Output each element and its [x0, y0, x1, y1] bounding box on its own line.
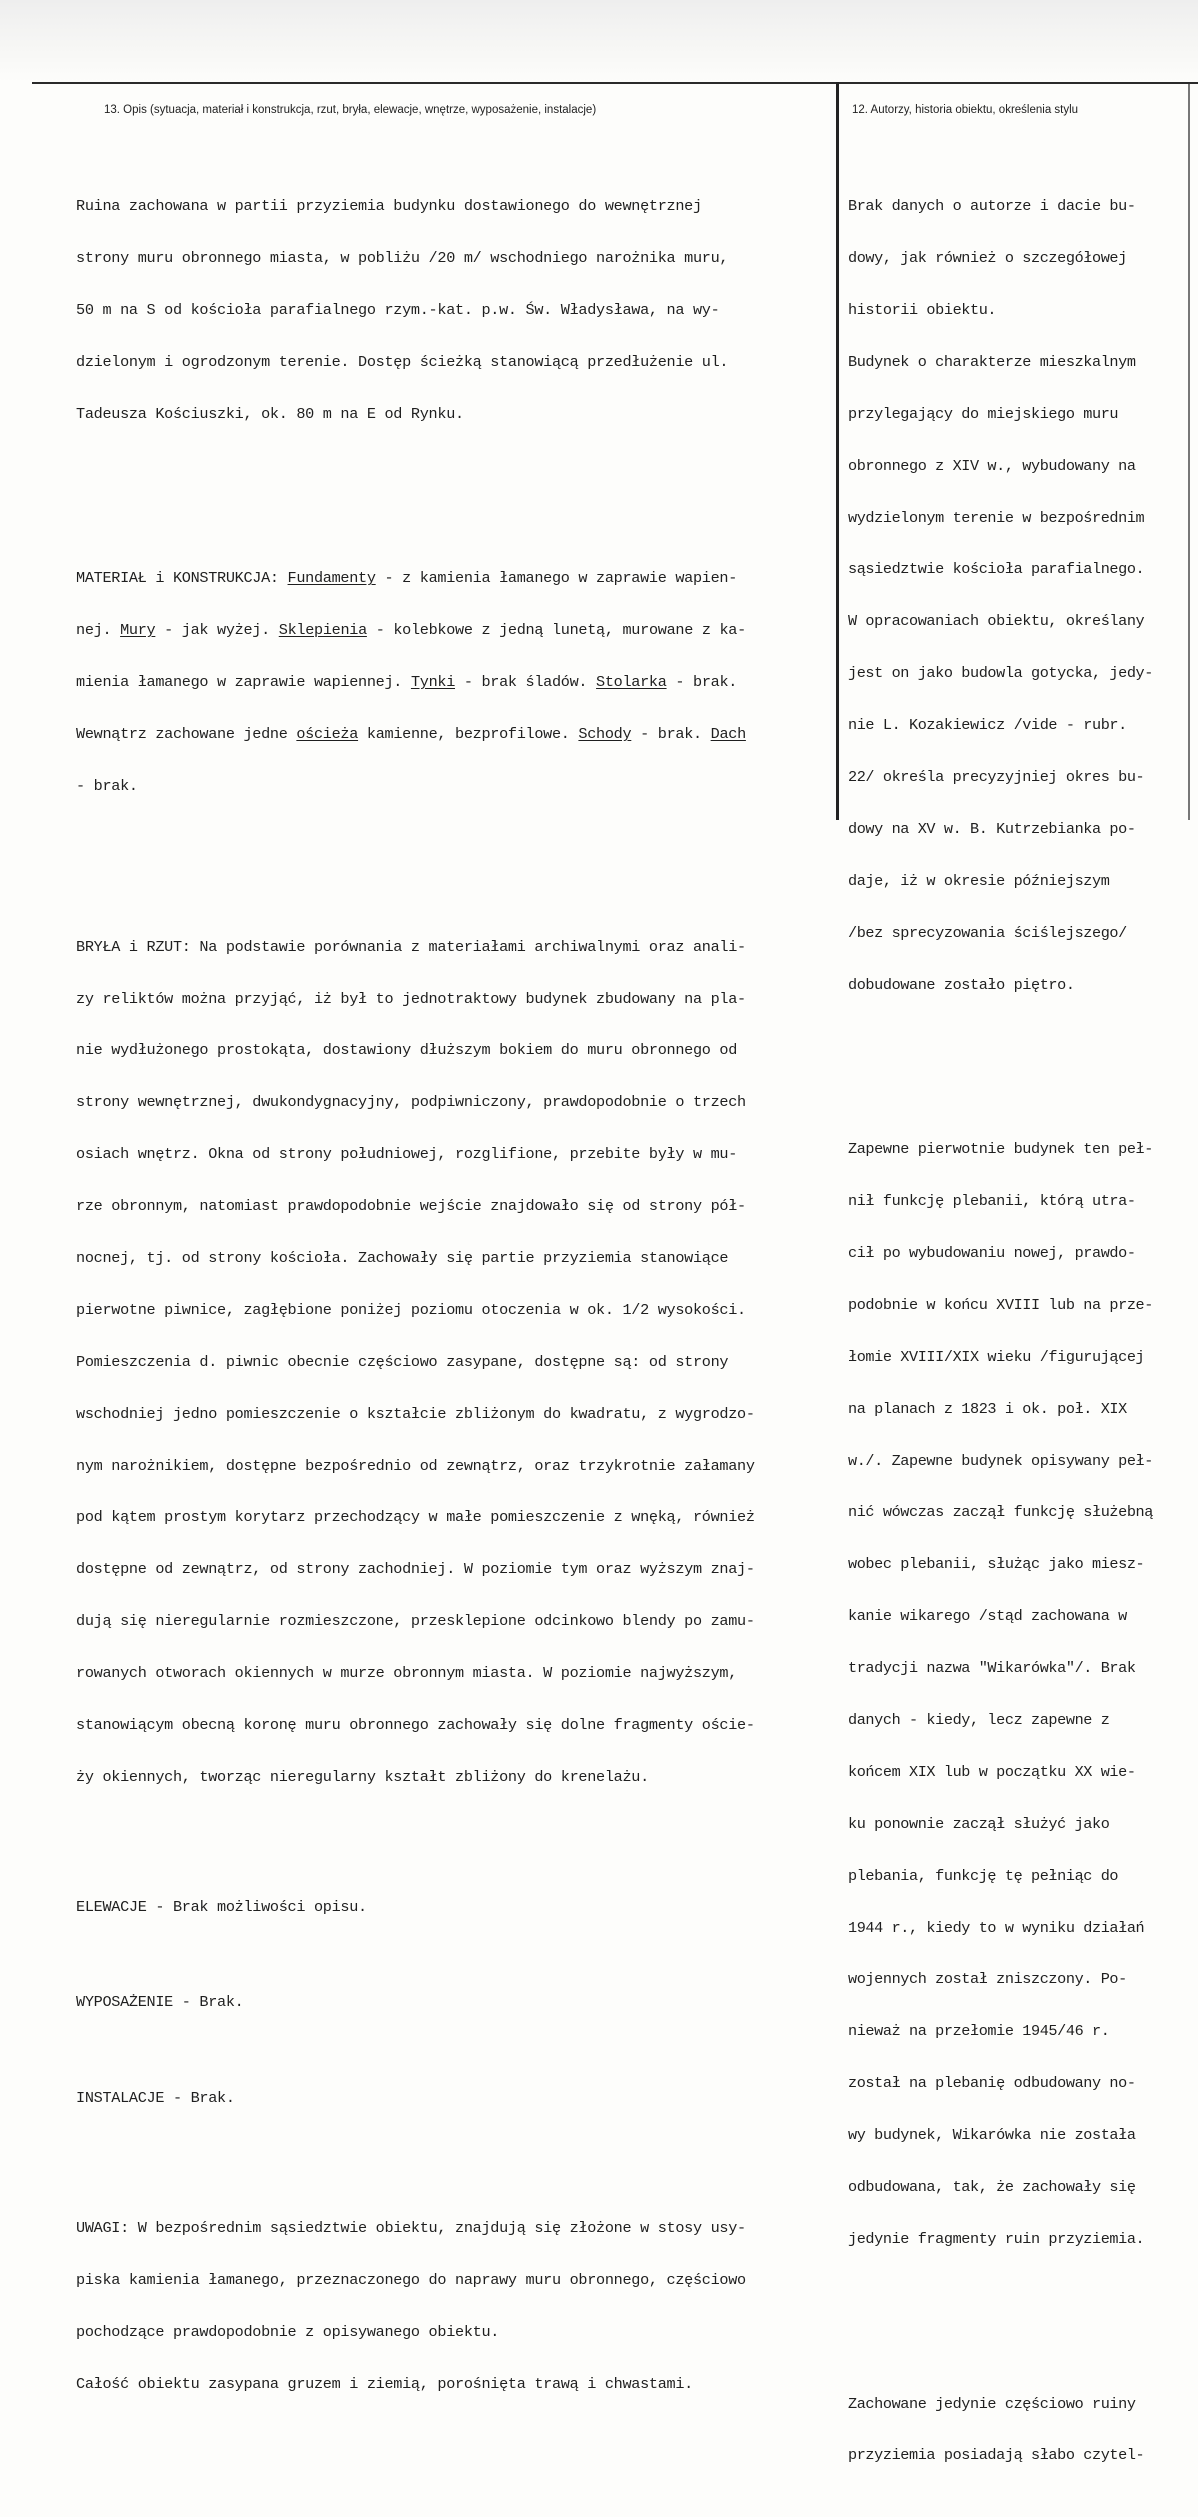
uwagi-paragraph: [76, 2185, 755, 2427]
term-ościeża: ościeża: [296, 725, 359, 744]
term-dach: Dach: [710, 725, 746, 744]
instalacje-line: INSTALACJE - Brak.: [76, 2088, 235, 2107]
text-line: Wewnątrz zachowane jedne ościeża kamienne, bezprofilowe. Schody - brak. Dach: [76, 725, 746, 744]
text-line: Ruina zachowana w partii przyziemia budynku dostawionego do wewnętrznej: [76, 197, 702, 216]
text-line: /bez sprecyzowania ściślejszego/: [848, 923, 1127, 942]
column-divider: [836, 82, 839, 820]
text-line: dowy na XV w. B. Kutrzebianka po-: [848, 819, 1136, 838]
text-line: jest on jako budowla gotycka, jedy-: [848, 664, 1153, 683]
text-line: Zachowane jedynie częściowo ruiny: [848, 2394, 1136, 2413]
text-line: dowy, jak również o szczegółowej: [848, 249, 1127, 268]
text-line: tradycji nazwa "Wikarówka"/. Brak: [848, 1659, 1136, 1678]
text-line: 1944 r., kiedy to w wyniku działań: [848, 1918, 1145, 1937]
text-line: jedynie fragmenty ruin przyziemia.: [848, 2229, 1145, 2248]
text-line: Brak danych o autorze i dacie bu-: [848, 197, 1136, 216]
text-line: nie L. Kozakiewicz /vide - rubr.: [848, 716, 1127, 735]
text-line: został na plebanię odbudowany no-: [848, 2074, 1136, 2093]
text-line: łomie XVIII/XIX wieku /figurującej: [848, 1347, 1145, 1366]
text-line: Zapewne pierwotnie budynek ten peł-: [848, 1140, 1153, 1159]
material-paragraph: [76, 536, 755, 830]
term-tynki: Tynki: [410, 673, 456, 692]
text-line: pochodzące prawdopodobnie z opisywanego obiektu.: [76, 2322, 500, 2341]
bryla-paragraph: [76, 904, 755, 1821]
text-line: daje, iż w okresie późniejszym: [848, 871, 1110, 890]
elewacje-line: ELEWACJE - Brak możliwości opisu.: [76, 1897, 367, 1916]
term-mury: Mury: [120, 621, 156, 640]
text-line: kanie wikarego /stąd zachowana w: [848, 1607, 1127, 1626]
text-line: podobnie w końcu XVIII lub na prze-: [848, 1295, 1153, 1314]
text-line: nić wówczas zaczął funkcję służebną: [848, 1503, 1153, 1522]
text-line: w./. Zapewne budynek opisywany peł-: [848, 1451, 1153, 1470]
text-line: stanowiącym obecną koronę muru obronnego zachowały się dolne fragmenty oście-: [76, 1716, 755, 1735]
history-paragraph-1: [848, 164, 1153, 1029]
term-fundamenty: Fundamenty: [287, 569, 376, 588]
text-line: rze obronnym, natomiast prawdopodobnie wejście znajdowało się od strony pół-: [76, 1197, 746, 1216]
text-line: przylegający do miejskiego muru: [848, 404, 1119, 423]
text-line: plebania, funkcję tę pełniąc do: [848, 1866, 1119, 1885]
text-line: końcem XIX lub w początku XX wie-: [848, 1762, 1136, 1781]
text-line: dostępne od zewnątrz, od strony zachodniej. W poziomie tym oraz wyższym znaj-: [76, 1560, 755, 1579]
history-column: [848, 129, 1153, 2517]
text-line: odbudowana, tak, że zachowały się: [848, 2178, 1136, 2197]
text-line: 22/ określa precyzyjniej okres bu-: [848, 767, 1145, 786]
text-line: zy reliktów można przyjąć, iż był to jednotraktowy budynek zbudowany na pla-: [76, 989, 746, 1008]
history-paragraph-2: [848, 1107, 1153, 2283]
term-sklepienia: Sklepienia: [278, 621, 367, 640]
text-line: strony wewnętrznej, dwukondygnacyjny, podpiwniczony, prawdopodobnie o trzech: [76, 1093, 746, 1112]
section-13-heading: 13. Opis (sytuacja, materiał i konstrukcja, rzut, bryła, elewacje, wnętrze, wyposażenie, instalacje): [104, 104, 597, 116]
text-line: ży okiennych, tworząc nieregularny kształt zbliżony do krenelażu.: [76, 1767, 649, 1786]
section-12-heading: 12. Autorzy, historia obiektu, określenia stylu: [852, 104, 1079, 116]
text-line: Tadeusza Kościuszki, ok. 80 m na E od Rynku.: [76, 404, 464, 423]
scan-top-margin: [0, 0, 1198, 82]
text-line: dzielonym i ogrodzonym terenie. Dostęp ścieżką stanowiącą przedłużenie ul.: [76, 352, 729, 371]
text-line: na planach z 1823 i ok. poł. XIX: [848, 1399, 1127, 1418]
text-line: wy budynek, Wikarówka nie została: [848, 2126, 1136, 2145]
text-line: wobec plebanii, służąc jako miesz-: [848, 1555, 1145, 1574]
text-line: strony muru obronnego miasta, w pobliżu /20 m/ wschodniego narożnika muru,: [76, 249, 729, 268]
text-line: piska kamienia łamanego, przeznaczonego do naprawy muru obronnego, częściowo: [76, 2270, 746, 2289]
text-line: sąsiedztwie kościoła parafialnego.: [848, 560, 1145, 579]
intro-paragraph: [76, 164, 755, 458]
text-line: UWAGI: W bezpośrednim sąsiedztwie obiektu, znajdują się złożone w stosy usy-: [76, 2219, 746, 2238]
text-line: pierwotne piwnice, zagłębione poniżej poziomu otoczenia w ok. 1/2 wysokości.: [76, 1300, 746, 1319]
history-paragraph-3: [848, 2361, 1153, 2499]
text-line: nym narożnikiem, dostępne bezpośrednio od zewnątrz, oraz trzykrotnie załamany: [76, 1456, 755, 1475]
text-line: nie wydłużonego prostokąta, dostawiony dłuższym bokiem do muru obronnego od: [76, 1041, 738, 1060]
horizontal-rule: [32, 82, 1198, 84]
text-line: przyziemia posiadają słabo czytel-: [848, 2446, 1145, 2465]
term-stolarka: Stolarka: [596, 673, 667, 692]
text-line: mienia łamanego w zaprawie wapiennej. Tynki - brak śladów. Stolarka - brak.: [76, 673, 738, 692]
text-line: ku ponownie zaczął służyć jako: [848, 1814, 1110, 1833]
text-line: W opracowaniach obiektu, określany: [848, 612, 1145, 631]
text-line: MATERIAŁ i KONSTRUKCJA: Fundamenty - z kamienia łamanego w zaprawie wapien-: [76, 569, 738, 588]
text-line: obronnego z XIV w., wybudowany na: [848, 456, 1136, 475]
text-line: Całość obiektu zasypana gruzem i ziemią, porośnięta trawą i chwastami.: [76, 2374, 693, 2393]
text-line: nieważ na przełomie 1945/46 r.: [848, 2022, 1110, 2041]
description-column: [76, 129, 755, 2445]
text-line: BRYŁA i RZUT: Na podstawie porównania z materiałami archiwalnymi oraz anali-: [76, 937, 746, 956]
text-line: wschodniej jedno pomieszczenie o kształcie zbliżonym do kwadratu, z wygrodzo-: [76, 1404, 755, 1423]
text-line: danych - kiedy, lecz zapewne z: [848, 1711, 1110, 1730]
term-schody: Schody: [578, 725, 632, 744]
text-line: Budynek o charakterze mieszkalnym: [848, 352, 1136, 371]
text-line: - brak.: [76, 776, 138, 795]
text-line: osiach wnętrz. Okna od strony południowej, rozglifione, przebite były w mu-: [76, 1145, 738, 1164]
text-line: dują się nieregularnie rozmieszczone, przesklepione odcinkowo blendy po zamu-: [76, 1612, 755, 1631]
text-line: cił po wybudowaniu nowej, prawdo-: [848, 1244, 1136, 1262]
text-line: nił funkcję plebanii, którą utra-: [848, 1192, 1136, 1211]
text-line: nocnej, tj. od strony kościoła. Zachowały się partie przyziemia stanowiące: [76, 1249, 729, 1267]
text-line: pod kątem prostym korytarz przechodzący w małe pomieszczenie z wnęką, również: [76, 1508, 755, 1527]
right-border: [1188, 84, 1190, 820]
text-line: historii obiektu.: [848, 300, 997, 319]
wyposazenie-line: WYPOSAŻENIE - Brak.: [76, 1993, 244, 2012]
text-line: 50 m na S od kościoła parafialnego rzym.-kat. p.w. Św. Władysława, na wy-: [76, 300, 720, 319]
text-line: nej. Mury - jak wyżej. Sklepienia - kolebkowe z jedną lunetą, murowane z ka-: [76, 621, 746, 640]
text-line: wojennych został zniszczony. Po-: [848, 1970, 1127, 1989]
text-line: dobudowane zostało piętro.: [848, 975, 1075, 994]
text-line: wydzielonym terenie w bezpośrednim: [848, 508, 1145, 527]
text-line: Pomieszczenia d. piwnic obecnie częściowo zasypane, dostępne są: od strony: [76, 1352, 729, 1371]
text-line: rowanych otworach okiennych w murze obronnym miasta. W poziomie najwyższym,: [76, 1664, 738, 1683]
